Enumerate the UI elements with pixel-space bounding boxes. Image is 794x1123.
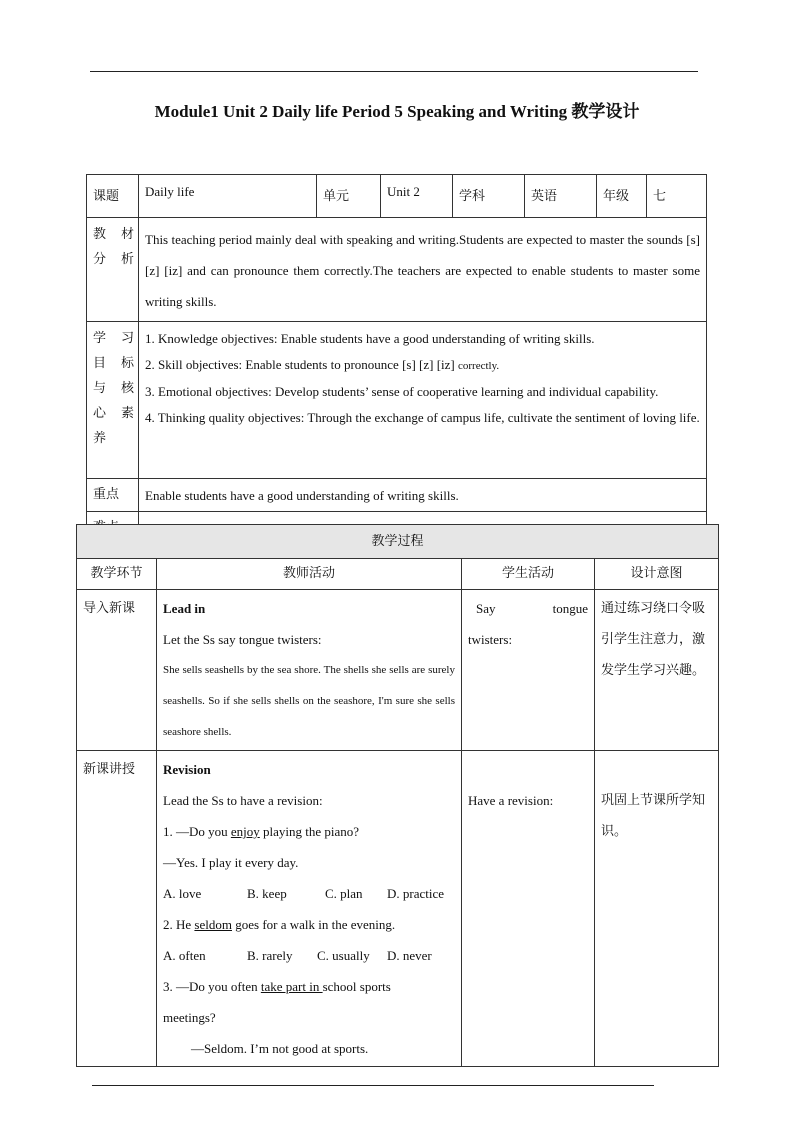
key-point-text: Enable students have a good understanding of writing skills. <box>139 479 707 512</box>
document-title: Module1 Unit 2 Daily life Period 5 Speaking and Writing 教学设计 <box>154 102 640 121</box>
student-activity-revision: Have a revision: <box>462 751 595 1067</box>
subject-label: 学科 <box>453 175 525 218</box>
lead-in-instruction: Let the Ss say tongue twisters: <box>163 632 322 647</box>
q1-option-b: B. keep <box>247 886 287 901</box>
footer-rule <box>92 1085 654 1086</box>
q1-post: playing the piano? <box>259 824 360 839</box>
unit-value: Unit 2 <box>381 175 453 218</box>
goal-thinking: 4. Thinking quality objectives: Through the exchange of campus life, cultivate the sentiment of loving life. <box>145 409 700 425</box>
student-word-1: Say <box>476 601 496 616</box>
goals-label-line-1: 学习 <box>93 331 134 346</box>
goal-emotional: 3. Emotional objectives: Develop students’ sense of cooperative learning and individual capability. <box>145 384 659 399</box>
q2-pre: 2. He <box>163 917 195 932</box>
col-design-intent: 设计意图 <box>595 559 719 590</box>
q3-continuation: meetings? <box>163 1010 216 1025</box>
analysis-text: This teaching period mainly deal with speaking and writing.Students are expected to master the sounds [s] [z] [iz] and can pronounce them correctly.The teachers are expected to enable students to master some writing skills. <box>139 218 707 322</box>
teacher-activity-lead-in <box>157 590 462 751</box>
revision-instruction: Lead the Ss to have a revision: <box>163 793 323 808</box>
revision-title: Revision <box>163 762 211 777</box>
goals-label <box>87 322 139 479</box>
q3-pre: 3. —Do you often <box>163 979 261 994</box>
q2-option-c: C. usually <box>317 948 370 963</box>
tongue-twister-text: She sells seashells by the sea shore. The shells she sells are surely seashells. So if she sells shells on the seashore, I'm sure she sells seashore shells. <box>163 664 455 738</box>
q2-option-d: D. never <box>387 948 432 963</box>
grade-label: 年级 <box>597 175 647 218</box>
q1-pre: 1. —Do you <box>163 824 231 839</box>
analysis-label <box>87 218 139 322</box>
key-point-label: 重点 <box>87 479 139 512</box>
q3-underlined: take part in <box>260 979 323 994</box>
goal-skill-suffix: correctly. <box>458 359 500 372</box>
question-2 <box>163 909 455 940</box>
course-value: Daily life <box>139 175 317 218</box>
analysis-label-line-1: 教 材 <box>93 227 134 242</box>
teaching-process-table <box>76 524 719 1067</box>
q3-post: school sports <box>322 979 391 994</box>
col-teacher-activity: 教师活动 <box>157 559 462 590</box>
goals-label-line-4: 心 素 <box>93 406 134 421</box>
student-word-3: twisters: <box>468 632 513 647</box>
q2-underlined: seldom <box>194 917 232 932</box>
course-label: 课题 <box>87 175 139 218</box>
question-1 <box>163 816 455 847</box>
q2-options <box>163 940 455 971</box>
goals-text <box>139 322 707 479</box>
q2-post: goes for a walk in the evening. <box>231 917 396 932</box>
table-row <box>77 590 719 751</box>
student-word-2: tongue <box>552 601 588 616</box>
stage-lead-in: 导入新课 <box>77 590 157 751</box>
unit-label: 单元 <box>317 175 381 218</box>
stage-new-lesson: 新课讲授 <box>77 751 157 1067</box>
goals-label-line-3: 与 核 <box>93 381 134 396</box>
q1-option-c: C. plan <box>325 886 363 901</box>
question-3 <box>163 971 455 1002</box>
goal-skill-text: 2. Skill objectives: Enable students to pronounce [s] [z] [iz] <box>145 356 455 372</box>
q3-answer: —Seldom. I’m not good at sports. <box>191 1041 369 1056</box>
student-activity-lead-in <box>462 590 595 751</box>
col-stage: 教学环节 <box>77 559 157 590</box>
q1-options <box>163 878 455 909</box>
intent-revision: 巩固上节课所学知识。 <box>595 751 719 1067</box>
table-row <box>77 751 719 1067</box>
header-rule <box>90 71 698 72</box>
subject-value: 英语 <box>525 175 597 218</box>
goal-knowledge: 1. Knowledge objectives: Enable students have a good understanding of writing skills. <box>145 331 595 346</box>
goal-skill <box>145 352 700 380</box>
q2-option-a: A. often <box>163 948 206 963</box>
lead-in-title: Lead in <box>163 601 206 616</box>
q1-option-a: A. love <box>163 886 202 901</box>
teacher-activity-revision <box>157 751 462 1067</box>
process-header: 教学过程 <box>77 525 719 559</box>
goals-label-line-5: 养 <box>93 431 107 446</box>
grade-value: 七 <box>647 175 707 218</box>
lesson-info-table <box>86 174 707 545</box>
q1-underlined: enjoy <box>230 824 260 839</box>
intent-lead-in: 通过练习绕口令吸引学生注意力，激发学生学习兴趣。 <box>595 590 719 751</box>
col-student-activity: 学生活动 <box>462 559 595 590</box>
q2-option-b: B. rarely <box>247 948 293 963</box>
q1-option-d: D. practice <box>387 886 445 901</box>
goals-label-line-2: 目 标 <box>93 356 134 371</box>
q1-answer: —Yes. I play it every day. <box>163 855 299 870</box>
analysis-label-line-2: 分析 <box>93 252 134 267</box>
